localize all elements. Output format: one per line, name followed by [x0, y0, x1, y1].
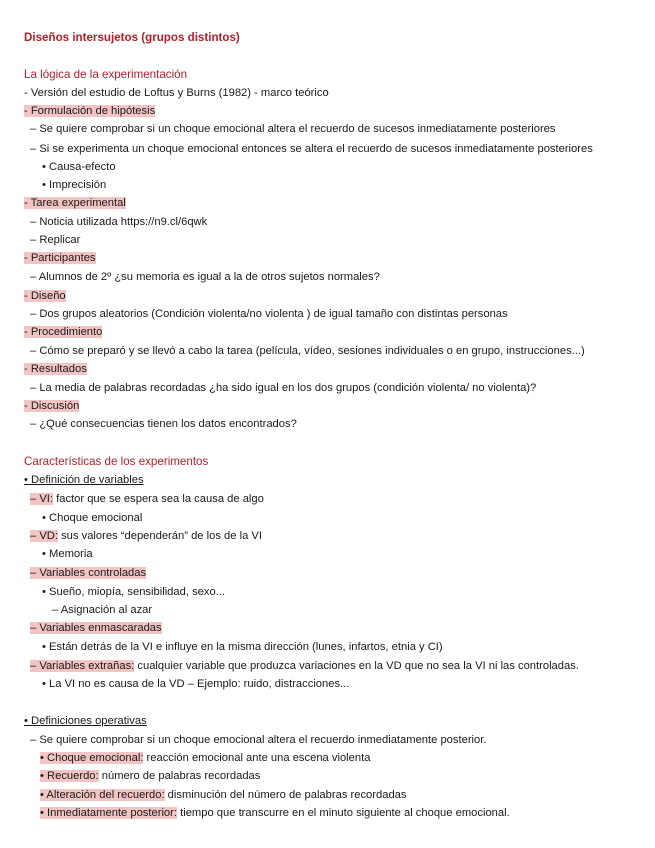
tarea-line-2: – Replicar	[30, 234, 81, 246]
vi-line: – VI: factor que se espera sea la causa de algo	[30, 493, 264, 505]
definiciones-operativas: • Definiciones operativas	[24, 715, 147, 727]
enmascaradas-bullet: • Están detrás de la VI e influye en la misma dirección (lunes, infartos, etnia y CI)	[42, 641, 443, 653]
hipotesis-label: - Formulación de hipótesis	[24, 105, 156, 117]
discusion-line-1: – ¿Qué consecuencias tienen los datos encontrados?	[30, 418, 297, 430]
inmediatamente-def: • Inmediatamente posterior: tiempo que transcurre en el minuto siguiente al choque emocional.	[40, 807, 510, 819]
vi-bullet: • Choque emocional	[42, 512, 143, 524]
hipotesis-line-1: – Se quiere comprobar si un choque emocional altera el recuerdo de sucesos inmediatamente posteriores	[30, 123, 556, 135]
hipotesis-bullet-2: • Imprecisión	[42, 179, 107, 191]
controladas-label: – Variables controladas	[30, 567, 147, 579]
resultados-label: - Resultados	[24, 363, 87, 375]
section-heading-logica: La lógica de la experimentación	[24, 68, 188, 81]
participantes-label: - Participantes	[24, 252, 96, 264]
enmascaradas-label: – Variables enmascaradas	[30, 622, 162, 634]
recuerdo-def: • Recuerdo: número de palabras recordadas	[40, 770, 261, 782]
tarea-line-1: – Noticia utilizada https://n9.cl/6qwk	[30, 216, 208, 228]
vd-bullet: • Memoria	[42, 548, 93, 560]
operativas-line-1: – Se quiere comprobar si un choque emocional altera el recuerdo inmediatamente posterior.	[30, 734, 487, 746]
extranas-bullet: • La VI no es causa de la VD – Ejemplo: ruido, distracciones...	[42, 678, 350, 690]
alteracion-def: • Alteración del recuerdo: disminución del número de palabras recordadas	[40, 789, 407, 801]
section-heading-caracteristicas: Características de los experimentos	[24, 455, 209, 468]
discusion-label: - Discusión	[24, 400, 80, 412]
tarea-label: - Tarea experimental	[24, 197, 126, 209]
extranas-line: – Variables extrañas: cualquier variable que produzca variaciones en la VD que no sea la VI ni las controladas.	[30, 660, 579, 672]
vd-line: – VD: sus valores “dependerán” de los de la VI	[30, 530, 262, 542]
definicion-variables: • Definición de variables	[24, 474, 144, 486]
resultados-line-1: – La media de palabras recordadas ¿ha sido igual en los dos grupos (condición violenta/ no violenta)?	[30, 382, 537, 394]
page-title: Diseños intersujetos (grupos distintos)	[24, 31, 240, 44]
controladas-sub: – Asignación al azar	[52, 604, 153, 616]
intro-text: - Versión del estudio de Loftus y Burns (1982) - marco teórico	[24, 87, 329, 99]
diseno-label: - Diseño	[24, 290, 66, 302]
hipotesis-bullet-1: • Causa-efecto	[42, 161, 116, 173]
controladas-bullet: • Sueño, miopía, sensibilidad, sexo...	[42, 586, 226, 598]
participantes-line-1: – Alumnos de 2º ¿su memoria es igual a la de otros sujetos normales?	[30, 271, 380, 283]
choque-emocional-def: • Choque emocional: reacción emocional ante una escena violenta	[40, 752, 371, 764]
hipotesis-line-2: – Si se experimenta un choque emocional entonces se altera el recuerdo de sucesos inmediatamente posteriores	[30, 143, 593, 155]
procedimiento-line-1: – Cómo se preparó y se llevó a cabo la tarea (película, vídeo, sesiones individuales o en grupo, instrucciones...)	[30, 345, 585, 357]
procedimiento-label: - Procedimiento	[24, 326, 103, 338]
diseno-line-1: – Dos grupos aleatorios (Condición violenta/no violenta ) de igual tamaño con distintas personas	[30, 308, 508, 320]
